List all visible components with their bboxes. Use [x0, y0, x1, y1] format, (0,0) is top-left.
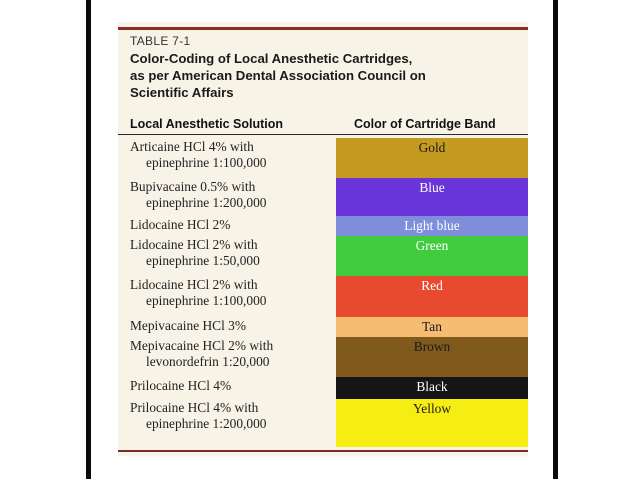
table-number: TABLE 7-1 [130, 34, 191, 48]
table-header-row [118, 114, 528, 135]
band-label: Light blue [404, 218, 460, 233]
band-label: Brown [413, 339, 451, 354]
color-band [336, 178, 528, 216]
solution-line1: Lidocaine HCl 2% with [130, 277, 258, 292]
column-header-color: Color of Cartridge Band [354, 117, 496, 131]
color-band [336, 317, 528, 337]
solution-line2: levonordefrin 1:20,000 [146, 354, 270, 369]
color-band [336, 236, 528, 276]
color-band [336, 138, 528, 178]
band-label: Green [415, 238, 449, 253]
solution-line1: Bupivacaine 0.5% with [130, 179, 256, 194]
band-label: Red [421, 278, 443, 293]
band-label: Gold [418, 140, 446, 155]
table-title-line: Color-Coding of Local Anesthetic Cartridges, [130, 51, 413, 66]
band-label: Yellow [412, 401, 452, 416]
color-band [336, 276, 528, 317]
right-border-bar [553, 0, 558, 479]
table-title [130, 50, 525, 101]
solution-line1: Prilocaine HCl 4% [130, 378, 232, 393]
solution-line1: Lidocaine HCl 2% with [130, 237, 258, 252]
bottom-rule [118, 450, 528, 452]
solution-line1: Mepivacaine HCl 2% with [130, 338, 274, 353]
solution-name [130, 277, 330, 309]
solution-line2: epinephrine 1:100,000 [146, 293, 267, 308]
table-title-line: Scientific Affairs [130, 85, 234, 100]
solution-name [130, 338, 330, 370]
band-label: Blue [419, 180, 445, 195]
color-coding-table [118, 22, 528, 456]
color-band [336, 216, 528, 236]
solution-name [130, 400, 330, 432]
color-band [336, 399, 528, 447]
column-header-solution: Local Anesthetic Solution [130, 117, 284, 131]
solution-line1: Lidocaine HCl 2% [130, 217, 231, 232]
solution-name [130, 217, 330, 233]
band-label: Tan [422, 319, 442, 334]
solution-name [130, 179, 330, 211]
solution-name [130, 139, 330, 171]
color-band [336, 377, 528, 399]
band-label: Black [416, 379, 448, 394]
top-rule [118, 27, 528, 30]
solution-name [130, 318, 330, 334]
table-title-line: as per American Dental Association Council on [130, 68, 426, 83]
solution-line1: Articaine HCl 4% with [130, 139, 254, 154]
solution-line2: epinephrine 1:200,000 [146, 416, 267, 431]
color-band [336, 337, 528, 377]
solution-line2: epinephrine 1:200,000 [146, 195, 267, 210]
solution-name [130, 237, 330, 269]
left-border-bar [86, 0, 91, 479]
solution-name [130, 378, 330, 394]
solution-line1: Mepivacaine HCl 3% [130, 318, 247, 333]
solution-line2: epinephrine 1:50,000 [146, 253, 260, 268]
solution-line1: Prilocaine HCl 4% with [130, 400, 259, 415]
solution-line2: epinephrine 1:100,000 [146, 155, 267, 170]
